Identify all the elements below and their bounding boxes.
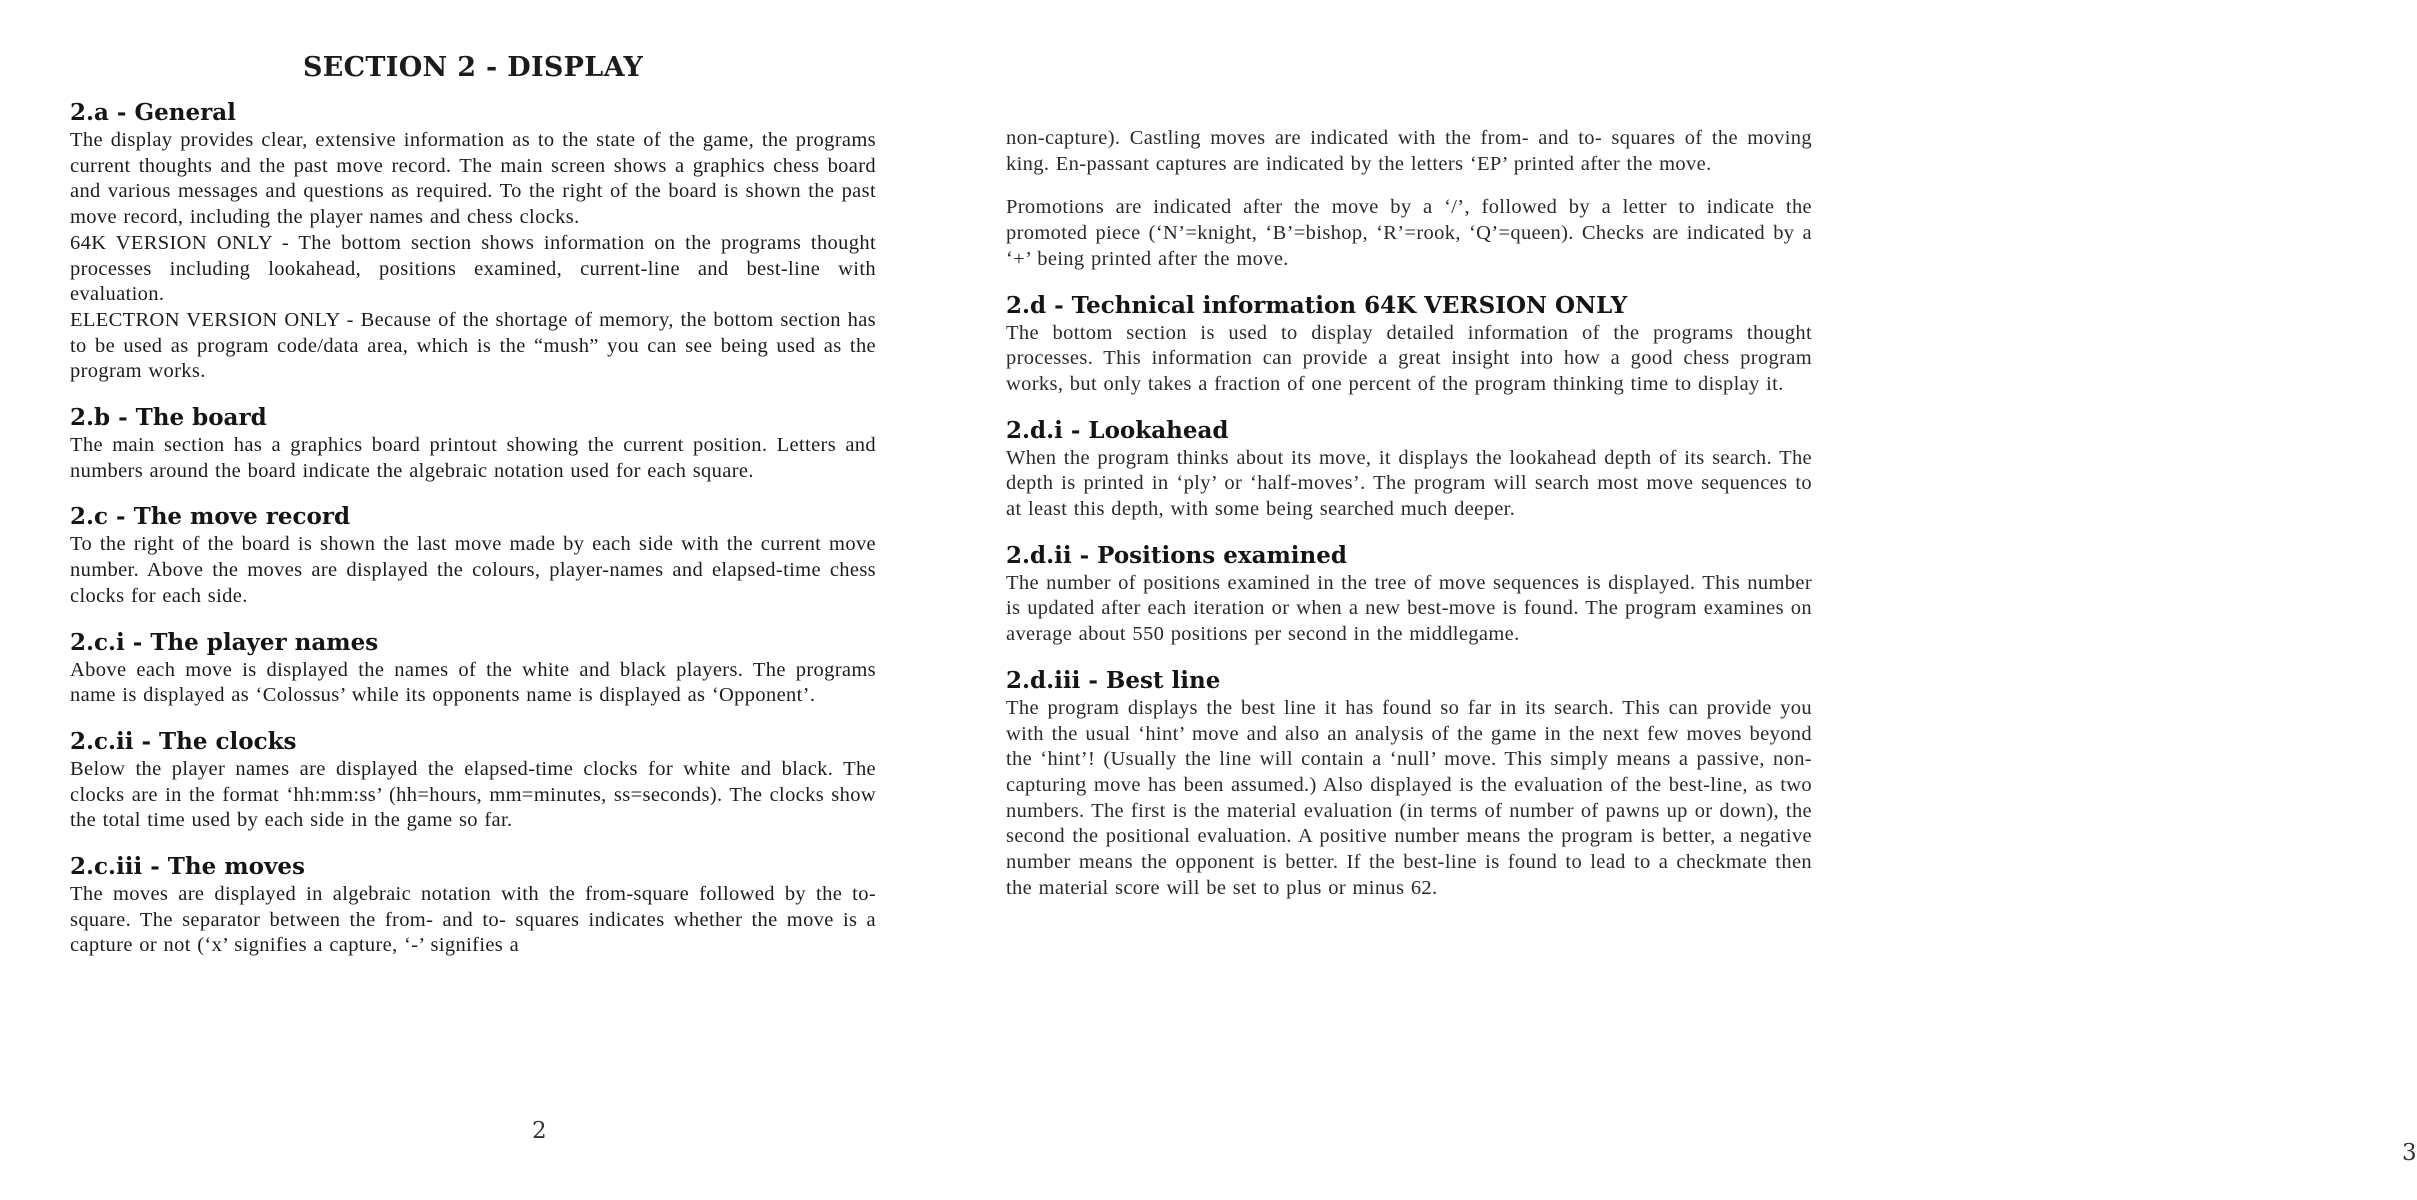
heading-2ciii: 2.c.iii - The moves xyxy=(70,853,305,881)
heading-2d: 2.d - Technical information 64K VERSION ONLY xyxy=(1006,291,1628,319)
heading-2dii: 2.d.ii - Positions examined xyxy=(1006,541,1347,569)
heading-2b: 2.b - The board xyxy=(70,404,267,432)
paragraph-2ci: Above each move is displayed the names of the white and black players. The programs name is displayed as ‘Colossus’ while its opponents name is displayed as ‘Opponent’. xyxy=(70,658,876,707)
right-page-body xyxy=(1006,126,1812,919)
page-number-left: 2 xyxy=(532,1118,547,1144)
paragraph-2dii: The number of positions examined in the tree of move sequences is displayed. This number is updated after each iteration or when a new best-move is found. The program examines on average about 550 positions per second in the middlegame. xyxy=(1006,571,1812,646)
paragraph-2di: When the program thinks about its move, it displays the lookahead depth of its search. The depth is printed in ‘ply’ or ‘half-moves’. The program will search most move sequences to at least this depth, with some being searched much deeper. xyxy=(1006,446,1812,521)
paragraph-2ciii: The moves are displayed in algebraic notation with the from-square followed by the to-square. The separator between the from- and to- squares indicates whether the move is a capture or not (‘x’ signifies a capture, ‘-’ signifies a xyxy=(70,883,876,957)
paragraph-continuation-1: non-capture). Castling moves are indicated with the from- and to- squares of the moving king. En-passant captures are indicated by the letters ‘EP’ printed after the move. xyxy=(1006,127,1812,175)
left-page xyxy=(70,0,876,1200)
section-title: SECTION 2 - DISPLAY xyxy=(302,52,644,83)
paragraph-2diii: The program displays the best line it has found so far in its search. This can provide you with the usual ‘hint’ move and also an analysis of the game in the next few moves beyond the ‘hint’! (Usually the line will contain a ‘null’ move. This simply means a passive, non-capturing move has been assumed.) Also displayed is the evaluation of the best-line, as two numbers. The first is the material evaluation (in terms of number of pawns up or down), the second the positional evaluation. A positive number means the program is better, a negative number means the opponent is better. If the best-line is found to lead to a checkmate then the material score will be set to plus or minus 62. xyxy=(1006,696,1812,899)
heading-2a: 2.a - General xyxy=(70,99,236,126)
heading-2di: 2.d.i - Lookahead xyxy=(1006,416,1229,444)
left-page-body xyxy=(70,98,876,977)
page-number-right: 3 xyxy=(2402,1140,2417,1166)
paragraph-2d: The bottom section is used to display detailed information of the programs thought processes. This information can provide a great insight into how a good chess program works, but only takes a fraction of one percent of the program thinking time to display it. xyxy=(1006,321,1812,395)
heading-2c: 2.c - The move record xyxy=(70,503,351,531)
heading-2diii: 2.d.iii - Best line xyxy=(1006,666,1221,694)
paragraph-2a-1: The display provides clear, extensive information as to the state of the game, the programs current thoughts and the past move record. The main screen shows a graphics chess board and various messages and questions as required. To the right of the board is shown the past move record, including the player names and chess clocks. xyxy=(70,129,876,229)
paragraph-continuation-2: Promotions are indicated after the move by a ‘/’, followed by a letter to indicate the promoted piece (‘N’=knight, ‘B’=bishop, ‘R’=rook, ‘Q’=queen). Checks are indicated by a ‘+’ being printed after the move. xyxy=(1006,196,1812,270)
right-page xyxy=(1006,0,2417,1200)
paragraph-2cii: Below the player names are displayed the elapsed-time clocks for white and black. The clocks are in the format ‘hh:mm:ss’ (hh=hours, mm=minutes, ss=seconds). The clocks show the total time used by each side in the game so far. xyxy=(70,757,876,832)
heading-2cii: 2.c.ii - The clocks xyxy=(70,727,297,755)
paragraph-2a-2: 64K VERSION ONLY - The bottom section shows information on the programs thought processes including lookahead, positions examined, current-line and best-line with evaluation. xyxy=(70,231,876,306)
paragraph-2a-3: ELECTRON VERSION ONLY - Because of the shortage of memory, the bottom section has to be used as program code/data area, which is the “mush” you can see being used as the program works. xyxy=(70,308,876,383)
paragraph-2b: The main section has a graphics board printout showing the current position. Letters and numbers around the board indicate the algebraic notation used for each square. xyxy=(70,434,876,482)
paragraph-2c: To the right of the board is shown the last move made by each side with the current move number. Above the moves are displayed the colours, player-names and elapsed-time chess clocks for each side. xyxy=(70,533,876,607)
heading-2ci: 2.c.i - The player names xyxy=(70,628,379,656)
